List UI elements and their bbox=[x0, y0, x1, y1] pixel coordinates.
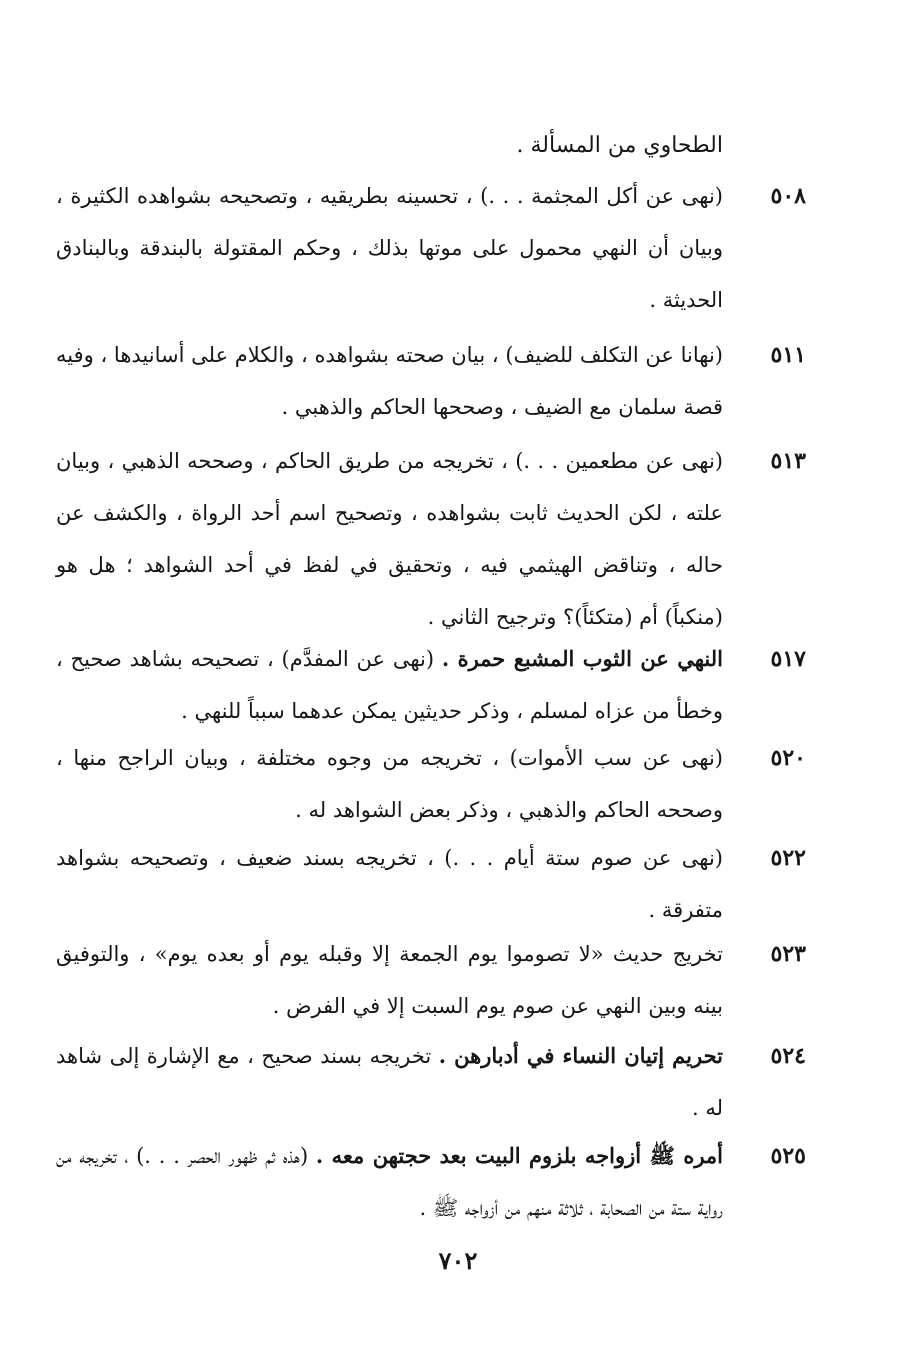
entry-number: ٥١٧ bbox=[770, 646, 806, 672]
entry-body: (نهانا عن التكلف للضيف) ، بيان صحته بشواهده ، والكلام على أسانيدها ، وفيه قصة سلمان مع الضيف ، وصححها الحاكم والذهبي . bbox=[56, 343, 723, 419]
entry-number: ٥١١ bbox=[770, 342, 806, 368]
entry-number: ٥٢٠ bbox=[770, 745, 806, 771]
entry-text bbox=[56, 1130, 723, 1234]
entry-text bbox=[56, 633, 723, 737]
entry-number: ٥٢٥ bbox=[770, 1143, 806, 1169]
entry-text bbox=[56, 1030, 723, 1134]
entry-title: أمره ﷺ أزواجه بلزوم البيت بعد حجتهن معه . bbox=[315, 1143, 723, 1168]
entry-number: ٥٠٨ bbox=[770, 183, 806, 209]
entry-number: ٥٢٢ bbox=[770, 845, 806, 871]
entry-text bbox=[56, 329, 723, 433]
continuation-line: الطحاوي من المسألة . bbox=[516, 133, 723, 158]
entry-body: (نهى عن أكل المجثمة . . .) ، تحسينه بطريقيه ، وتصحيحه بشواهده الكثيرة ، وبيان أن النهي محمول على موتها بذلك ، وحكم المقتولة بالبندقة وبالبنادق الحديثة . bbox=[56, 184, 723, 312]
entry-text bbox=[56, 928, 723, 1032]
entry-body: (نهى عن سب الأموات) ، تخريجه من وجوه مختلفة ، وبيان الراجح منها ، وصححه الحاكم والذهبي ، وذكر بعض الشواهد له . bbox=[56, 746, 723, 822]
entry-number: ٥٢٣ bbox=[770, 941, 806, 967]
entry-number: ٥١٣ bbox=[770, 448, 806, 474]
entry-number: ٥٢٤ bbox=[770, 1043, 806, 1069]
entry-body: (نهى عن صوم ستة أيام . . .) ، تخريجه بسند ضعيف ، وتصحيحه بشواهد متفرقة . bbox=[56, 846, 723, 922]
entry-text bbox=[56, 435, 723, 643]
entry-body: تخريج حديث «لا تصوموا يوم الجمعة إلا وقبله يوم أو بعده يوم» ، والتوفيق بينه وبين النهي عن صوم يوم السبت إلا في الفرض . bbox=[56, 942, 723, 1018]
entry-body: تخريجه بسند صحيح ، مع الإشارة إلى شاهد له . bbox=[56, 1044, 723, 1120]
entry-title: تحريم إتيان النساء في أدبارهن . bbox=[438, 1043, 723, 1068]
entry-title: النهي عن الثوب المشبع حمرة . bbox=[441, 646, 724, 671]
entry-text bbox=[56, 832, 723, 936]
entry-body: (هذه ثم ظهور الحصر . . .) ، تخريجه من رواية ستة من الصحابة ، ثلاثة منهم من أزواجه ﷺ . bbox=[56, 1144, 723, 1220]
page-number: ٧٠٢ bbox=[438, 1246, 478, 1275]
entry-text bbox=[56, 170, 723, 326]
entry-text bbox=[56, 732, 723, 836]
entry-body: (نهى عن المفدَّم) ، تصحيحه بشاهد صحيح ، وخطأ من عزاه لمسلم ، وذكر حديثين يمكن عدهما سبباً للنهي . bbox=[56, 647, 723, 723]
entry-body: (نهى عن مطعمين . . .) ، تخريجه من طريق الحاكم ، وصححه الذهبي ، وبيان علته ، لكن الحديث ثابت بشواهده ، وتصحيح اسم أحد الرواة ، والكشف عن حاله ، وتناقض الهيثمي فيه ، وتحقيق في لفظ في أحد الشواهد ؛ هل هو (منكباً) أم (متكئاً)؟ وترجيح الثاني . bbox=[56, 449, 723, 629]
